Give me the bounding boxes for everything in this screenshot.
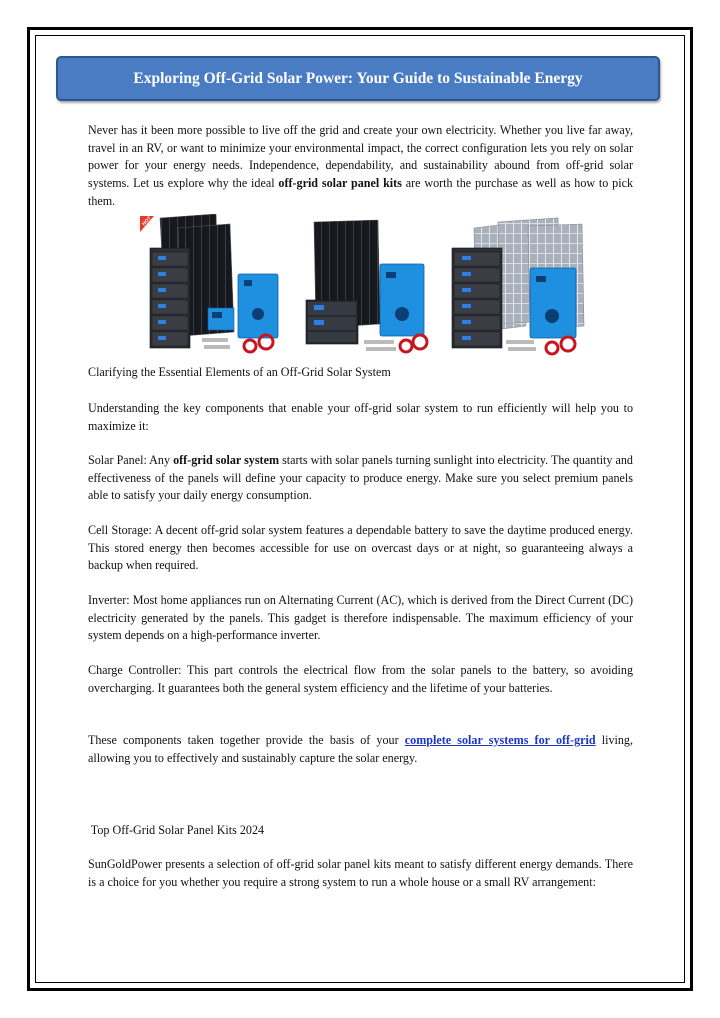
solar-panel-paragraph [88, 452, 633, 505]
solar-panel-text-end: starts with solar panels turning sunlight into electricity. The quantity and effectiveness of the panels will define your capacity to produce energy. Make sure you select premium panels able to satisfy your daily energy consumption. [88, 453, 633, 503]
intro-paragraph [88, 122, 633, 211]
solar-panel-bold-keyword: off-grid solar system [173, 453, 280, 467]
section-heading-elements: Clarifying the Essential Elements of an Off-Grid Solar System [88, 365, 391, 379]
components-summary-paragraph [88, 732, 633, 767]
kit-1 [140, 214, 278, 352]
section2-intro-paragraph: SunGoldPower presents a selection of off-grid solar panel kits meant to satisfy different energy demands. There is a choice for you whether you require a strong system to run a whole house or a small RV arrangement: [88, 857, 633, 889]
section-intro-paragraph: Understanding the key components that enable your off-grid solar system to run efficiently will help you to maximize it: [88, 401, 633, 433]
kit-2 [306, 220, 427, 352]
section-heading-top-kits: Top Off-Grid Solar Panel Kits 2024 [88, 823, 265, 837]
kit-3 [452, 218, 584, 354]
cell-storage-paragraph: Cell Storage: A decent off-grid solar system features a dependable battery to save the daytime produced energy. This stored energy then becomes accessible for use on overcast days or at night, so guaranteeing always a backup when required. [88, 523, 633, 573]
charge-controller-paragraph: Charge Controller: This part controls the electrical flow from the solar panels to the battery, so avoiding overcharging. It guarantees both the general system efficiency and the lifetime of your batteries. [88, 663, 633, 695]
summary-text-end: living, allowing you to effectively and sustainably capture the solar energy. [88, 733, 633, 765]
inverter-paragraph: Inverter: Most home appliances run on Alternating Current (AC), which is derived from the Direct Current (DC) electricity generated by the panels. This gadget is therefore indispensable. The maximum efficiency of your system depends on a high-performance inverter. [88, 593, 633, 643]
intro-text-start: Never has it been more possible to live off the grid and create your own electricity. Whether you live far away, travel in an RV, or want to minimize your environmental impact, the correct configuration lets you rely on solar power for your energy needs. Independence, dependability, and sustainability abound from off-grid solar systems. Let us explore why the ideal [88, 123, 633, 191]
solar-panel-text-start: Solar Panel: Any [88, 453, 174, 467]
summary-text-start: These components taken together provide the basis of your [88, 733, 405, 747]
solar-kits-product-image [138, 214, 600, 357]
page-title: Exploring Off-Grid Solar Power: Your Guide to Sustainable Energy [133, 69, 583, 87]
title-banner [56, 56, 660, 101]
hot-badge-label: HOT [141, 215, 153, 228]
complete-solar-systems-link[interactable]: complete solar systems for off-grid [404, 733, 596, 747]
charge-controller [208, 308, 234, 330]
intro-bold-keyword: off-grid solar panel kits [278, 176, 402, 191]
intro-text-end: are worth the purchase as well as how to pick them. [88, 176, 633, 208]
